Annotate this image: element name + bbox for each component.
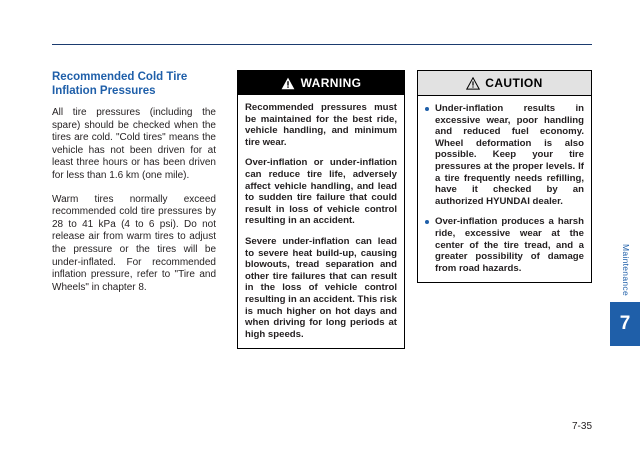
bullet-dot-icon — [425, 107, 429, 111]
caution-callout-box — [417, 70, 592, 283]
warning-paragraph: Over-inflation or under-inflation can reduce tire life, adversely affect vehicle handling, and lead to sudden tire failure that could result in loss of vehicle control resulting in an accident. — [245, 157, 397, 227]
left-text-column — [52, 70, 216, 294]
body-paragraph: Warm tires normally exceed recommended cold tire pressures by 28 to 41 kPa (4 to 6 psi). Do not release air from warm tires to adjust the pressure or the tires will be under-inflated. For recommended inflation pressure, refer to "Tire and Wheels" in chapter 8. — [52, 193, 216, 293]
warning-triangle-icon — [281, 77, 295, 90]
caution-bullet-list — [425, 103, 584, 274]
header-rule — [52, 44, 592, 45]
warning-callout-box — [237, 70, 405, 349]
body-paragraph: All tire pressures (including the spare) should be checked when the tires are cold. "Cold tires" means the vehicle has not been driven for at least three hours or has been driven for less than 1.6 km (one mile). — [52, 107, 216, 181]
list-item — [425, 103, 584, 207]
chapter-side-label: Maintenance — [621, 244, 631, 296]
caution-body — [418, 96, 591, 282]
warning-paragraph: Recommended pressures must be maintained for the best ride, vehicle handling, and minimum tire wear. — [245, 102, 397, 148]
caution-title: CAUTION — [485, 76, 543, 90]
caution-triangle-icon — [466, 77, 480, 90]
caution-bullet-text: Under-inflation results in excessive wear, poor handling and reduced fuel economy. Wheel deformation is also possible. Keep your tire pressures at the proper levels. If a tire frequently needs refilling, have it checked by an authorized HYUNDAI dealer. — [435, 103, 584, 207]
page-number: 7-35 — [571, 421, 592, 432]
caution-bullet-text: Over-inflation produces a harsh ride, excessive wear at the center of the tire tread, and a greater possibility of damage from road hazards. — [435, 216, 584, 274]
section-title: Recommended Cold Tire Inflation Pressures — [52, 71, 188, 97]
caution-header — [418, 71, 591, 96]
warning-body — [238, 95, 404, 348]
bullet-dot-icon — [425, 220, 429, 224]
warning-header — [238, 71, 404, 95]
warning-paragraph: Severe under-inflation can lead to severe heat build-up, causing blowouts, tread separation and other tire failures that can result in the loss of vehicle control resulting in an accident. This risk is much higher on hot days and when driving for long periods at high speeds. — [245, 235, 397, 340]
list-item — [425, 216, 584, 274]
chapter-number-tab: 7 — [610, 302, 640, 346]
warning-title: WARNING — [300, 76, 362, 90]
